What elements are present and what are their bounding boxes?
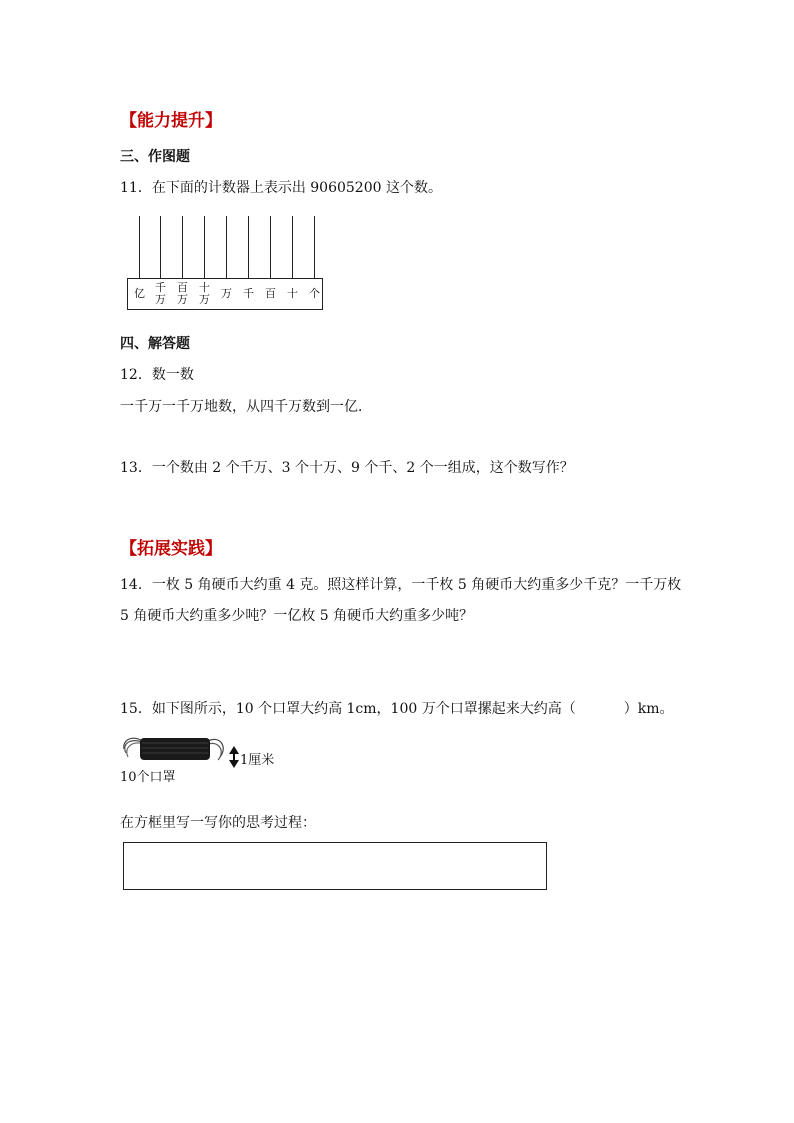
- question-14-line1: 14．一枚 5 角硬币大约重 4 克。照这样计算，一千枚 5 角硬币大约重多少千克？一千万枚: [120, 577, 682, 593]
- question-15-text-a: 15．如下图所示，10 个口罩大约高 1cm，100 万个口罩摞起来大约高（: [120, 701, 576, 717]
- thinking-process-box[interactable]: [123, 842, 547, 890]
- mask-stack-figure: [120, 733, 230, 788]
- abacus-label-text: 百: [265, 287, 276, 300]
- abacus-label: [238, 278, 259, 310]
- abacus-label-text: 亿: [134, 287, 145, 300]
- box-prompt: 在方框里写一写你的思考过程：: [120, 815, 316, 831]
- abacus-label-text: 十: [287, 287, 298, 300]
- abacus-label-text: 十 万: [199, 281, 210, 306]
- abacus-rod[interactable]: [270, 216, 271, 278]
- abacus-label: [194, 278, 215, 310]
- abacus-label: [172, 278, 193, 310]
- abacus-label-text: 千: [243, 287, 254, 300]
- part-heading-answer: 四、解答题: [120, 336, 190, 352]
- question-13: 13．一个数由 2 个千万、3 个十万、9 个千、2 个一组成，这个数写作？: [120, 460, 574, 476]
- abacus-label-text: 个: [309, 287, 320, 300]
- abacus-label: [216, 278, 237, 310]
- abacus-label-text: 万: [221, 287, 232, 300]
- question-14-line2: 5 角硬币大约重多少吨？一亿枚 5 角硬币大约重多少吨？: [120, 608, 474, 624]
- mask-caption: 10个口罩: [120, 770, 176, 785]
- abacus-label: [304, 278, 325, 310]
- abacus-rod[interactable]: [292, 216, 293, 278]
- section-title-ability: 【能力提升】: [120, 111, 222, 131]
- abacus-rod[interactable]: [204, 216, 205, 278]
- abacus-label-text: 百 万: [177, 281, 188, 306]
- abacus-rod[interactable]: [226, 216, 227, 278]
- mask-height-label: 1厘米: [240, 753, 275, 768]
- abacus-label: [129, 278, 150, 310]
- abacus-rod[interactable]: [139, 216, 140, 278]
- abacus-rod[interactable]: [160, 216, 161, 278]
- question-15-text-b: ）km。: [623, 701, 674, 717]
- section-title-practice: 【拓展实践】: [120, 539, 222, 559]
- abacus-label: [150, 278, 171, 310]
- abacus-label: [260, 278, 281, 310]
- abacus-rod[interactable]: [314, 216, 315, 278]
- question-12-text: 一千万一千万地数，从四千万数到一亿．: [120, 399, 372, 415]
- height-double-arrow-icon: [229, 746, 239, 768]
- question-12-title: 12．数一数: [120, 367, 194, 383]
- abacus-counter[interactable]: [127, 216, 323, 310]
- abacus-rod[interactable]: [182, 216, 183, 278]
- question-15: [120, 698, 674, 718]
- part-heading-drawing: 三、作图题: [120, 149, 190, 165]
- abacus-label: [282, 278, 303, 310]
- abacus-rod[interactable]: [248, 216, 249, 278]
- abacus-label-text: 千 万: [155, 281, 166, 306]
- mask-stack-icon: [120, 733, 230, 765]
- question-11: 11．在下面的计数器上表示出 90605200 这个数。: [120, 180, 442, 196]
